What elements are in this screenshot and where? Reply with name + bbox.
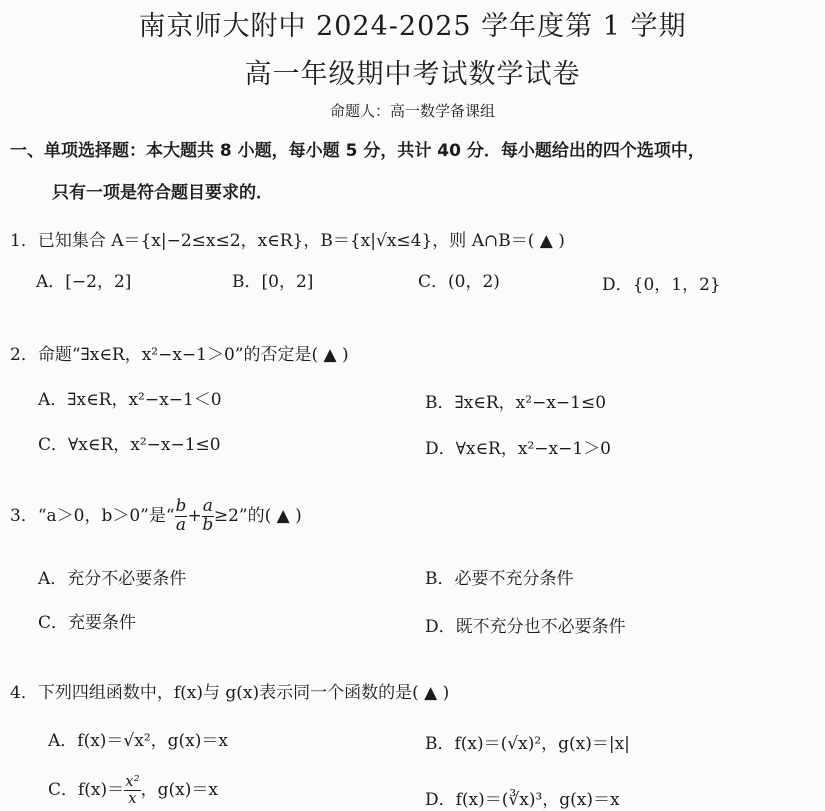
q3-fraction-a-over-b: [202, 498, 214, 535]
q1-option-d: D．{0，1，2}: [602, 275, 721, 295]
q4-option-c-tail: ，g(x)＝x: [140, 779, 218, 800]
q1-option-b: B．[0，2]: [232, 272, 314, 292]
exam-author: 命题人：高一数学备课组: [329, 102, 495, 120]
q2-option-d: D．∀x∈R，x²−x−1＞0: [425, 439, 611, 459]
q1-option-c: C．(0，2): [418, 272, 500, 292]
q4-option-a: A．f(x)＝√x²，g(x)＝x: [48, 731, 228, 751]
q3-frac1-den: a: [175, 514, 187, 535]
section-heading-cont: 只有一项是符合题目要求的．: [52, 183, 273, 203]
q4-c-frac-den: x: [128, 788, 137, 807]
exam-subtitle: 高一年级期中考试数学试卷: [244, 59, 581, 90]
q1-option-a: A．[−2，2]: [36, 272, 132, 292]
q4-option-c-head: C．f(x)＝: [48, 779, 125, 800]
q4-option-b: B．f(x)＝(√x)²，g(x)＝|x|: [425, 734, 630, 754]
exam-title: 南京师大附中 2024-2025 学年度第 1 学期: [138, 11, 687, 42]
q3-option-b: B．必要不充分条件: [425, 569, 574, 589]
q3-stem-pre: 3．“a＞0，b＞0”是“: [10, 505, 175, 526]
question-1-stem: 1．已知集合 A＝{x|−2≤x≤2，x∈R}，B＝{x|√x≤4}，则 A∩B＝( ▲ ): [10, 231, 565, 251]
q3-option-d: D．既不充分也不必要条件: [425, 617, 626, 637]
q3-frac1-num: b: [175, 496, 187, 516]
question-2-stem: 2．命题“∃x∈R，x²−x−1＞0”的否定是( ▲ ): [10, 345, 349, 365]
q3-frac2-num: a: [202, 496, 213, 516]
q4-option-d: D．f(x)＝(∛x)³，g(x)＝x: [425, 790, 620, 810]
q3-fraction-b-over-a: [175, 498, 188, 535]
q4-option-c: [48, 774, 218, 807]
question-3-stem: [10, 498, 302, 535]
section-heading: 一、单项选择题：本大题共 8 小题，每小题 5 分，共计 40 分．每小题给出的四个选项中，: [10, 141, 705, 161]
q3-option-c: C．充要条件: [38, 613, 137, 633]
q2-option-a: A．∃x∈R，x²−x−1＜0: [38, 390, 222, 410]
q3-option-a: A．充分不必要条件: [38, 569, 187, 589]
q3-stem-post: ≥2”的( ▲ ): [213, 505, 302, 526]
q4-c-fraction: [124, 774, 140, 807]
question-4-stem: 4．下列四组函数中，f(x)与 g(x)表示同一个函数的是( ▲ ): [10, 683, 450, 703]
q2-option-b: B．∃x∈R，x²−x−1≤0: [425, 393, 607, 413]
q4-c-frac-num: x²: [125, 772, 140, 790]
q3-plus: +: [187, 505, 202, 526]
q2-option-c: C．∀x∈R，x²−x−1≤0: [38, 435, 221, 455]
q3-frac2-den: b: [202, 514, 214, 535]
